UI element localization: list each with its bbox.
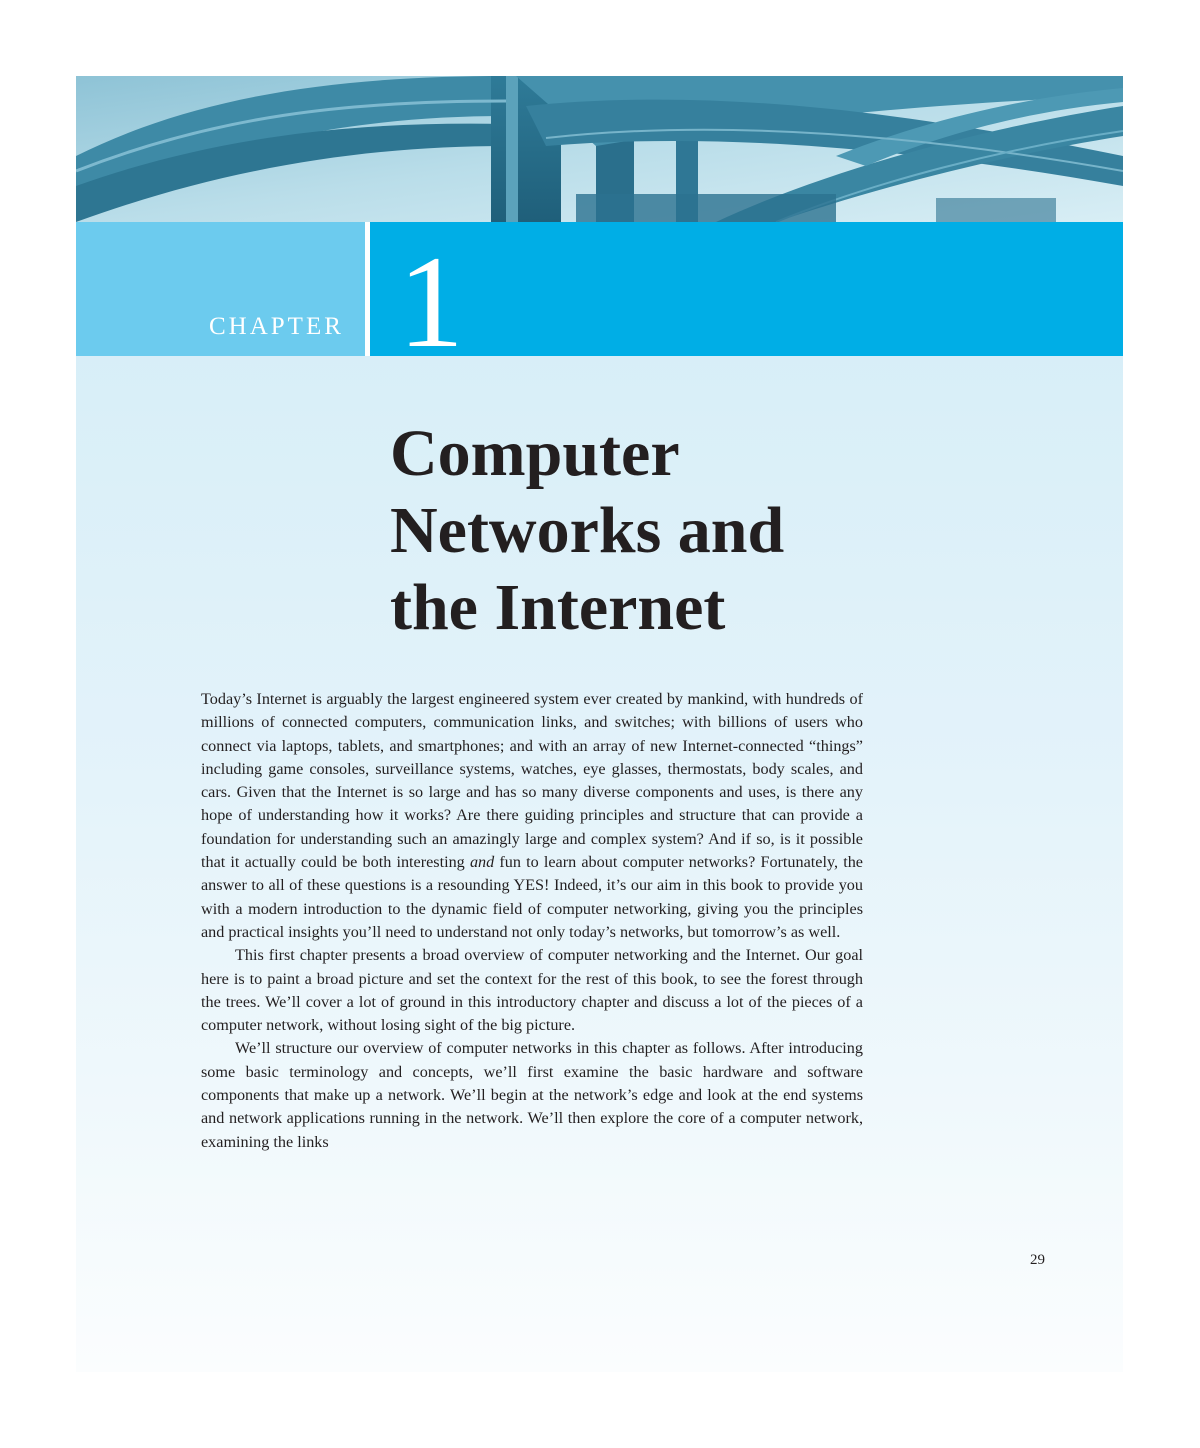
paragraph-1-part-a: Today’s Internet is arguably the largest engineered system ever created by mankind, with hundreds of millions of connected computers, communication links, and switches; with billions of users who connect via laptops, tablets, and smartphones; and with an array of new Internet-connected “things” including game consoles, surveillance systems, watches, eye glasses, thermostats, body scales, and cars. Given that the Internet is so large and has so many diverse components and uses, is there any hope of understanding how it works? Are there guiding principles and structure that can provide a foundation for understanding such an amazingly large and complex system? And if so, is it possible that it actually could be both interesting	[201, 690, 863, 872]
chapter-intro-text	[201, 688, 863, 1154]
chapter-number: 1	[398, 228, 464, 375]
chapter-label: CHAPTER	[209, 313, 344, 340]
highway-overpass-image	[76, 76, 1123, 222]
chapter-title	[390, 415, 910, 646]
chapter-title-line-2: Networks and	[390, 494, 785, 567]
paragraph-3: We’ll structure our overview of computer networks in this chapter as follows. After introducing some basic terminology and concepts, we’ll first examine the basic hardware and software components that make up a network. We’ll begin at the network’s edge and look at the end systems and network applications running in the network. We’ll then explore the core of a computer network, examining the links	[201, 1039, 863, 1151]
paragraph-1-part-b: fun to learn about computer networks? Fortunately, the answer to all of these questions is a resounding YES! Indeed, it’s our aim in this book to provide you with a modern introduction to the dynamic field of computer networking, giving you the principles and practical insights you’ll need to understand not only today’s networks, but tomorrow’s as well.	[201, 853, 863, 941]
chapter-title-line-3: the Internet	[390, 571, 726, 644]
chapter-header-photo	[76, 76, 1123, 222]
paragraph-1-emphasis: and	[469, 853, 495, 872]
paragraph-1	[201, 688, 863, 944]
chapter-band-right	[370, 222, 1123, 356]
page-number: 29	[1030, 1252, 1045, 1268]
paragraph-2: This first chapter presents a broad overview of computer networking and the Internet. Our goal here is to paint a broad picture and set the context for the rest of this book, to see the forest through the trees. We’ll cover a lot of ground in this introductory chapter and discuss a lot of the pieces of a computer network, without losing sight of the big picture.	[201, 946, 863, 1035]
chapter-title-line-1: Computer	[390, 417, 680, 490]
